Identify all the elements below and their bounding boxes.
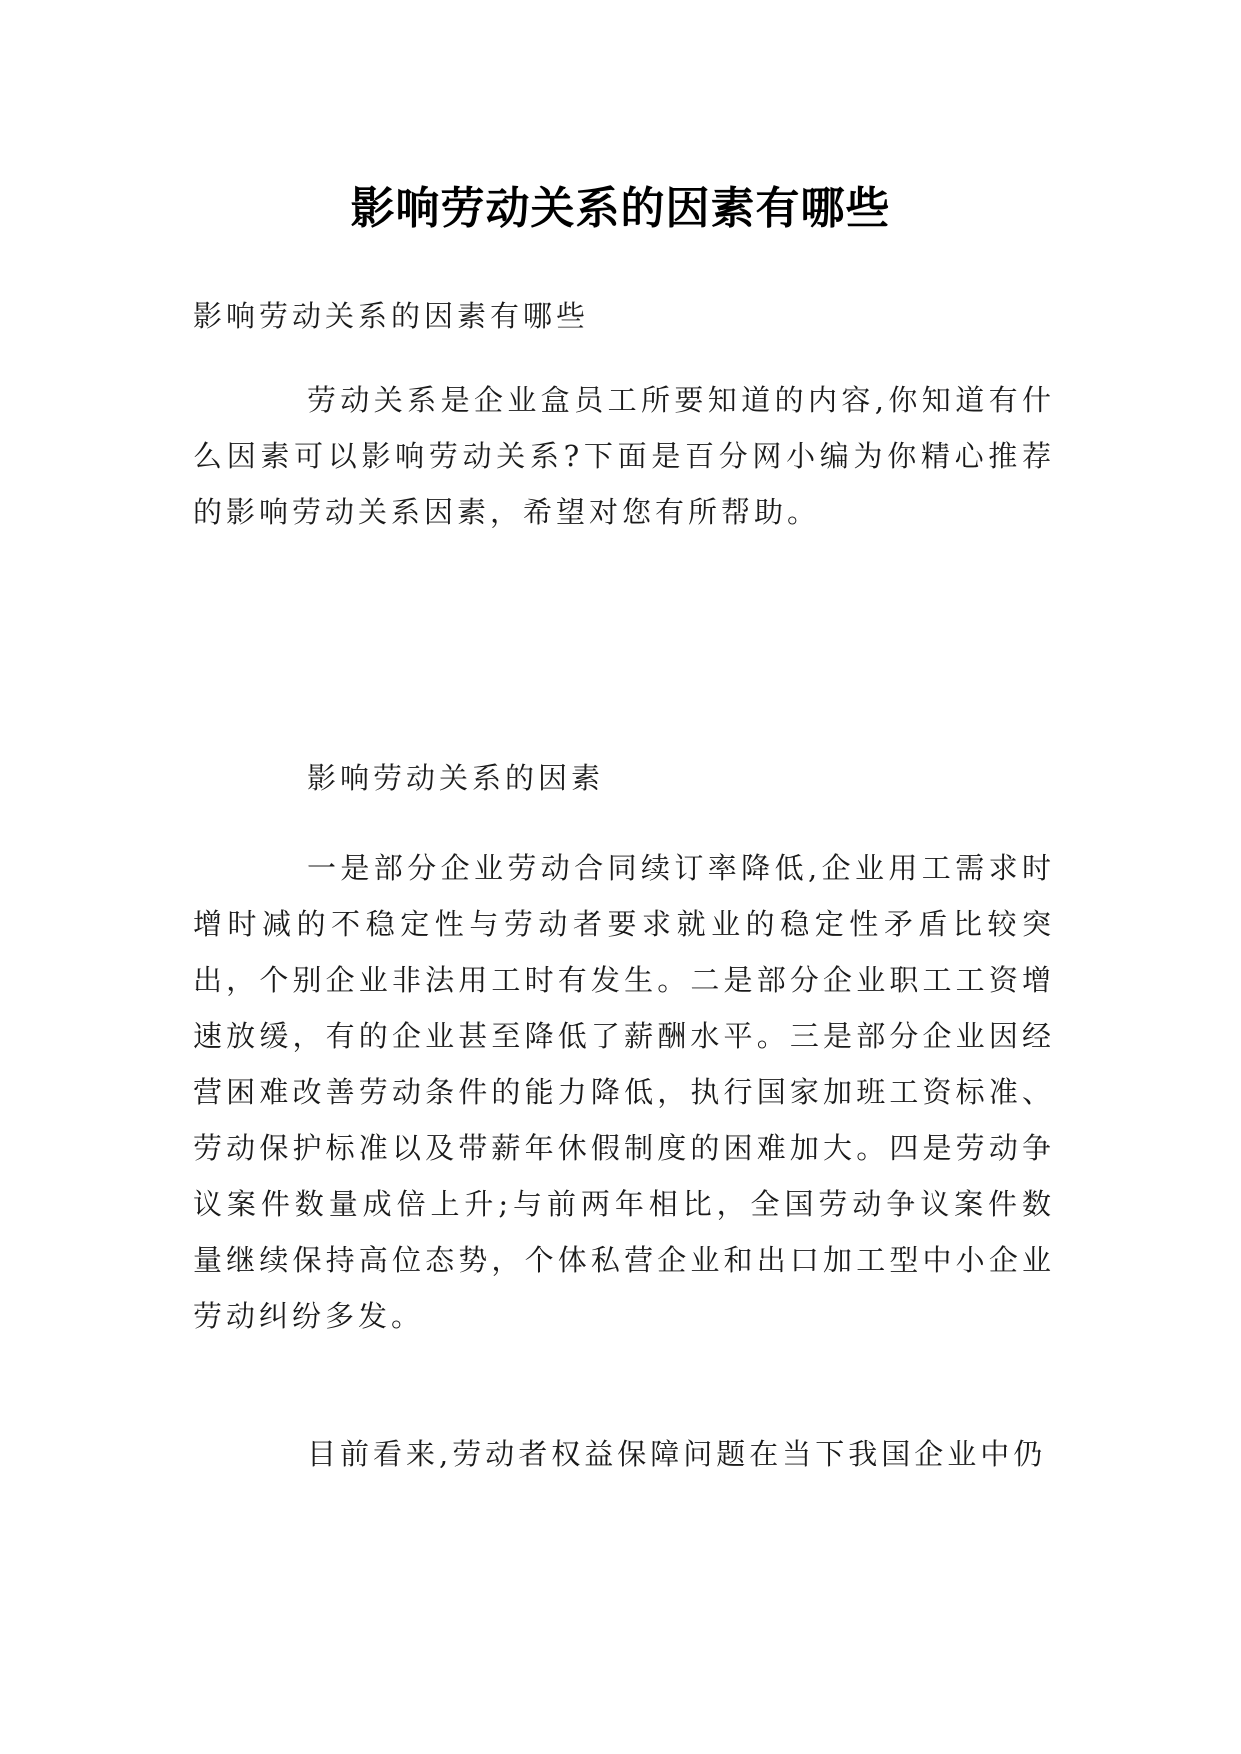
document-subtitle: 影响劳动关系的因素有哪些 bbox=[193, 299, 590, 333]
factors-paragraph: 一是部分企业劳动合同续订率降低,企业用工需求时增时减的不稳定性与劳动者要求就业的稳定性矛盾比较突出，个别企业非法用工时有发生。二是部分企业职工工资增速放缓，有的企业甚至降低了薪酬水平。三是部分企业因经营困难改善劳动条件的能力降低，执行国家加班工资标准、劳动保护标准以及带薪年休假制度的困难加大。四是劳动争议案件数量成倍上升;与前两年相比，全国劳动争议案件数量继续保持高位态势，个体私营企业和出口加工型中小企业劳动纠纷多发。 bbox=[193, 851, 1055, 1333]
document-title: 影响劳动关系的因素有哪些 bbox=[350, 183, 891, 235]
section-heading: 影响劳动关系的因素 bbox=[307, 761, 605, 795]
rights-paragraph: 目前看来,劳动者权益保障问题在当下我国企业中仍 bbox=[307, 1437, 1047, 1471]
intro-paragraph: 劳动关系是企业盒员工所要知道的内容,你知道有什么因素可以影响劳动关系?下面是百分网小编为你精心推荐的影响劳动关系因素，希望对您有所帮助。 bbox=[193, 383, 1055, 529]
